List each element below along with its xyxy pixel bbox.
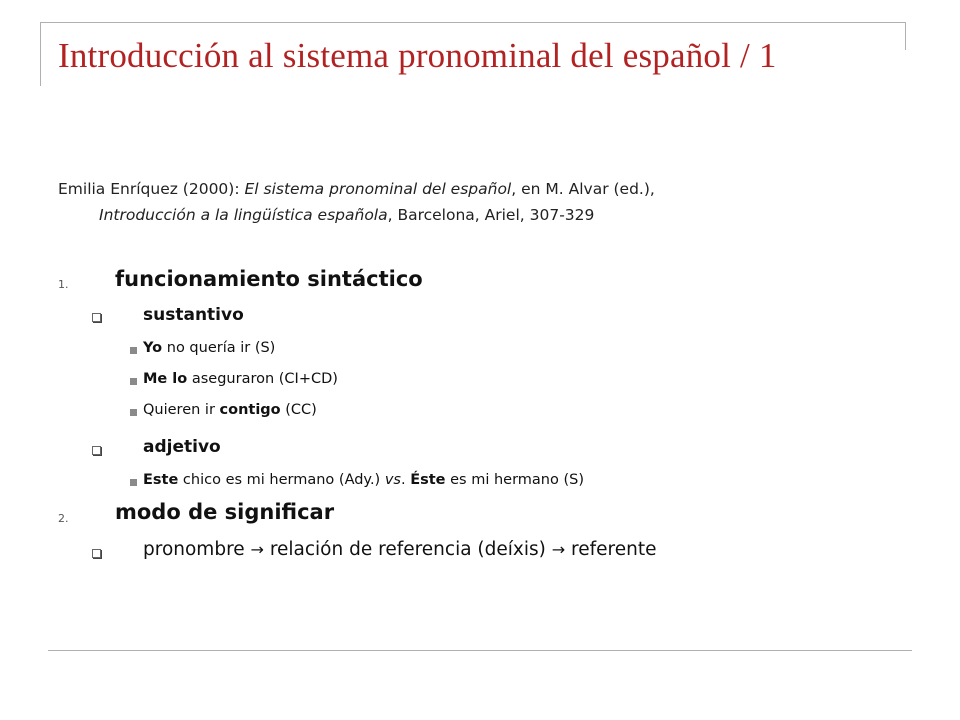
citation [58,176,858,228]
square-bullet-icon [130,409,137,416]
pronombre-line: pronombre → relación de referencia (deíxis) → referente [143,539,657,560]
example-este: Este chico es mi hermano (Ady.) vs. Éste es mi hermano (S) [143,472,584,488]
subheading-adjetivo: adjetivo [143,437,221,457]
section-number-1: 1. [58,278,69,291]
section-number-2: 2. [58,512,69,525]
square-bullet-icon [130,347,137,354]
frame-bottom-rule [48,650,912,651]
square-bullet-icon [130,479,137,486]
frame-right-rule [905,22,906,50]
checkbox-bullet-icon [92,313,101,322]
citation-author-year: Emilia Enríquez (2000): [58,180,245,198]
citation-editor: , en M. Alvar (ed.), [511,180,655,198]
checkbox-bullet-icon [92,446,101,455]
citation-publisher: , Barcelona, Ariel, 307-329 [387,206,595,224]
subheading-sustantivo: sustantivo [143,305,244,325]
citation-book-title: Introducción a la lingüística española [99,206,388,224]
arrow-right-icon: → [551,540,566,559]
example-contigo: Quieren ir contigo (CC) [143,402,317,418]
slide-title: Introducción al sistema pronominal del español / 1 [58,36,777,75]
example-me-lo: Me lo aseguraron (CI+CD) [143,371,338,387]
square-bullet-icon [130,378,137,385]
frame-left-rule [40,22,41,86]
citation-work-title: El sistema pronominal del español [244,180,512,198]
section-heading-2: modo de significar [115,500,335,524]
example-yo: Yo no quería ir (S) [143,340,276,356]
arrow-right-icon: → [250,540,264,559]
citation-second-line [58,202,858,228]
section-heading-1: funcionamiento sintáctico [115,267,423,291]
frame-top-rule [40,22,906,23]
checkbox-bullet-icon [92,549,101,558]
